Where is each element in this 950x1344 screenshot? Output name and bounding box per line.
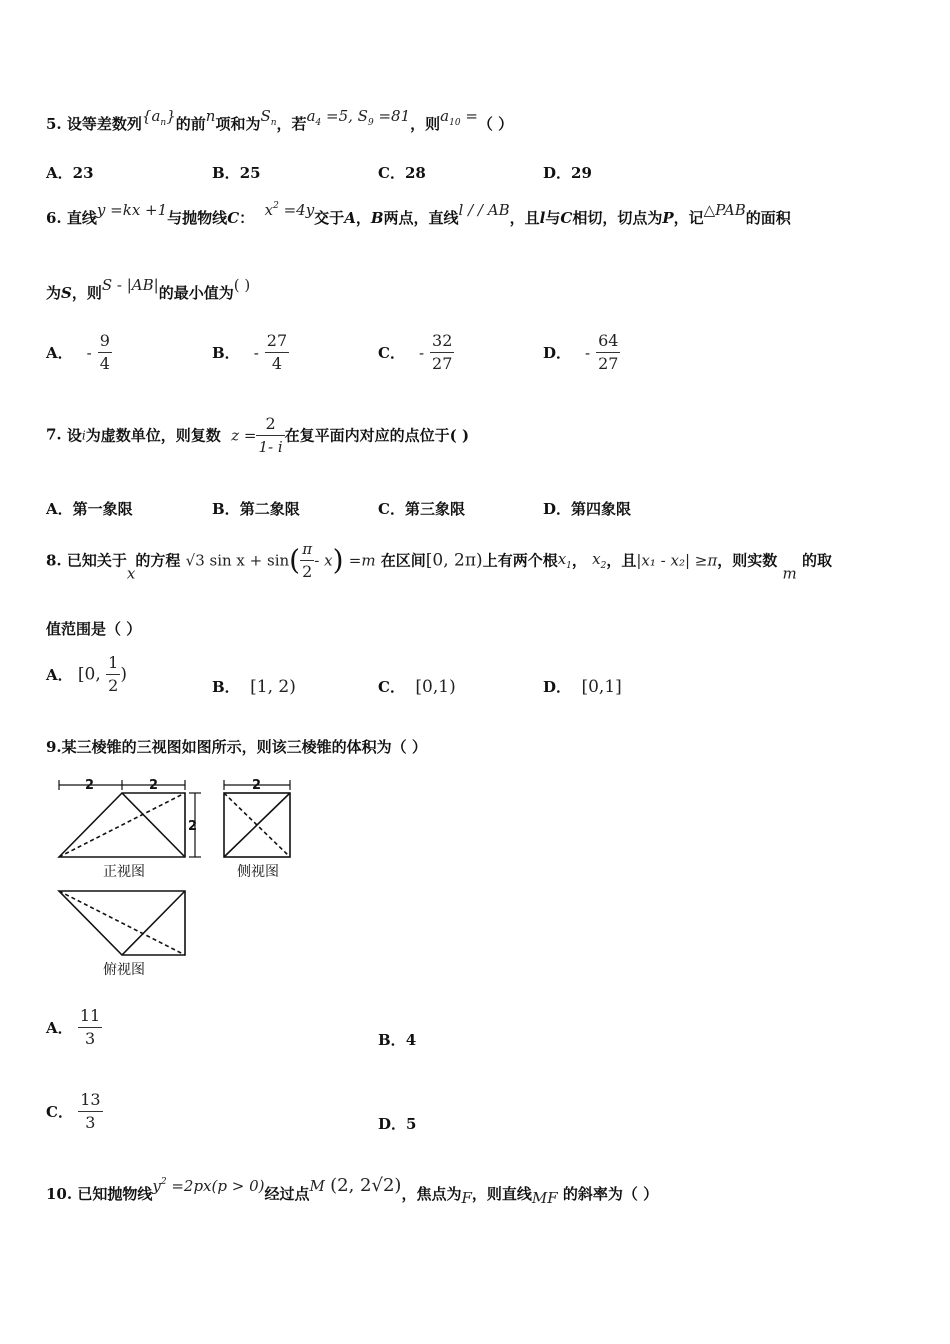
q5-stem: 5. 设等差数列$\{a_n\}$的前n项和为$S_n$，若$a_4 =5$, $S_9 =81$，则$a_{10}$ =（ ） bbox=[46, 107, 514, 133]
q7-number: 7. bbox=[46, 425, 62, 444]
q6-option-d[interactable]: D． - $\frac{64}{27}$ bbox=[543, 331, 619, 373]
q9-number: 9. bbox=[46, 738, 62, 756]
q6-option-b[interactable]: B． - $\frac{27}{4}$ bbox=[212, 331, 288, 373]
q7-option-b[interactable]: B．第二象限 bbox=[212, 500, 300, 518]
dim-label-front-right: 2 bbox=[149, 778, 159, 793]
q9-option-a[interactable]: A． $\frac{11}{3}$ bbox=[46, 1006, 101, 1048]
q9-stem: 9.某三棱锥的三视图如图所示，则该三棱锥的体积为（ ） bbox=[46, 738, 427, 756]
q9-option-d[interactable]: D．5 bbox=[378, 1115, 417, 1133]
q7-option-a[interactable]: A．第一象限 bbox=[46, 500, 133, 518]
q6-stem-line2: 为S，则S - |AB|的最小值为( ) bbox=[46, 276, 251, 302]
q7-stem: 7. 设i为虚数单位，则复数 z = $\frac{2}{1- i}$ 在复平面内对应的点位于( ) bbox=[46, 414, 470, 456]
side-view-label: 侧视图 bbox=[237, 864, 279, 880]
q8-option-a[interactable]: A． [0, $\frac{1}{2}$ ) bbox=[46, 653, 127, 695]
front-view-label: 正视图 bbox=[103, 864, 145, 880]
q6-stem-line1: 6. 直线y =kx +1与抛物线C： $x^2 =4y$交于A，B两点，直线l / / AB，且l与C相切，切点为P，记△PAB的面积 bbox=[46, 201, 791, 227]
q6-number: 6. bbox=[46, 209, 62, 227]
q6-option-c[interactable]: C． - $\frac{32}{27}$ bbox=[378, 331, 453, 373]
q9-option-b[interactable]: B．4 bbox=[378, 1031, 417, 1049]
q9-option-c[interactable]: C． $\frac{13}{3}$ bbox=[46, 1090, 101, 1132]
q8-number: 8. bbox=[46, 551, 62, 570]
q8-option-c[interactable]: C． [0,1) bbox=[378, 677, 456, 697]
q5-option-a[interactable]: A．23 bbox=[46, 164, 94, 182]
q10-number: 10. bbox=[46, 1185, 73, 1203]
q8-option-d[interactable]: D． [0,1] bbox=[543, 677, 622, 697]
q7-option-c[interactable]: C．第三象限 bbox=[378, 500, 465, 518]
dim-label-height: 2 bbox=[188, 819, 198, 834]
dim-label-front-left: 2 bbox=[85, 778, 95, 793]
dim-label-side: 2 bbox=[252, 778, 262, 793]
q10-stem: 10. 已知抛物线$y^2 =2px(p > 0)$经过点M (2, 2√2)，焦点为F，则直线MF 的斜率为（ ） bbox=[46, 1175, 659, 1207]
q5-number: 5. bbox=[46, 115, 62, 133]
q5-option-b[interactable]: B．25 bbox=[212, 164, 261, 182]
q8-stem-line2: 值范围是（ ） bbox=[46, 620, 142, 638]
q7-option-d[interactable]: D．第四象限 bbox=[543, 500, 632, 518]
q5-option-d[interactable]: D．29 bbox=[543, 164, 592, 182]
q5-option-c[interactable]: C．28 bbox=[378, 164, 426, 182]
q8-stem-line1: 8. 已知关于x的方程 √3 sin x + sin( $\frac{\pi}{2}$ - x) =m 在区间[0, 2π)上有两个根$x_1$， $x_2$，且|x₁ - x₂| ≥π，则实数 m 的取 bbox=[46, 540, 832, 583]
q6-option-a[interactable]: A． - $\frac{9}{4}$ bbox=[46, 331, 110, 373]
q8-option-b[interactable]: B． [1, 2) bbox=[212, 677, 296, 697]
top-view-label: 俯视图 bbox=[103, 962, 145, 978]
q9-three-view-figure bbox=[45, 775, 305, 980]
